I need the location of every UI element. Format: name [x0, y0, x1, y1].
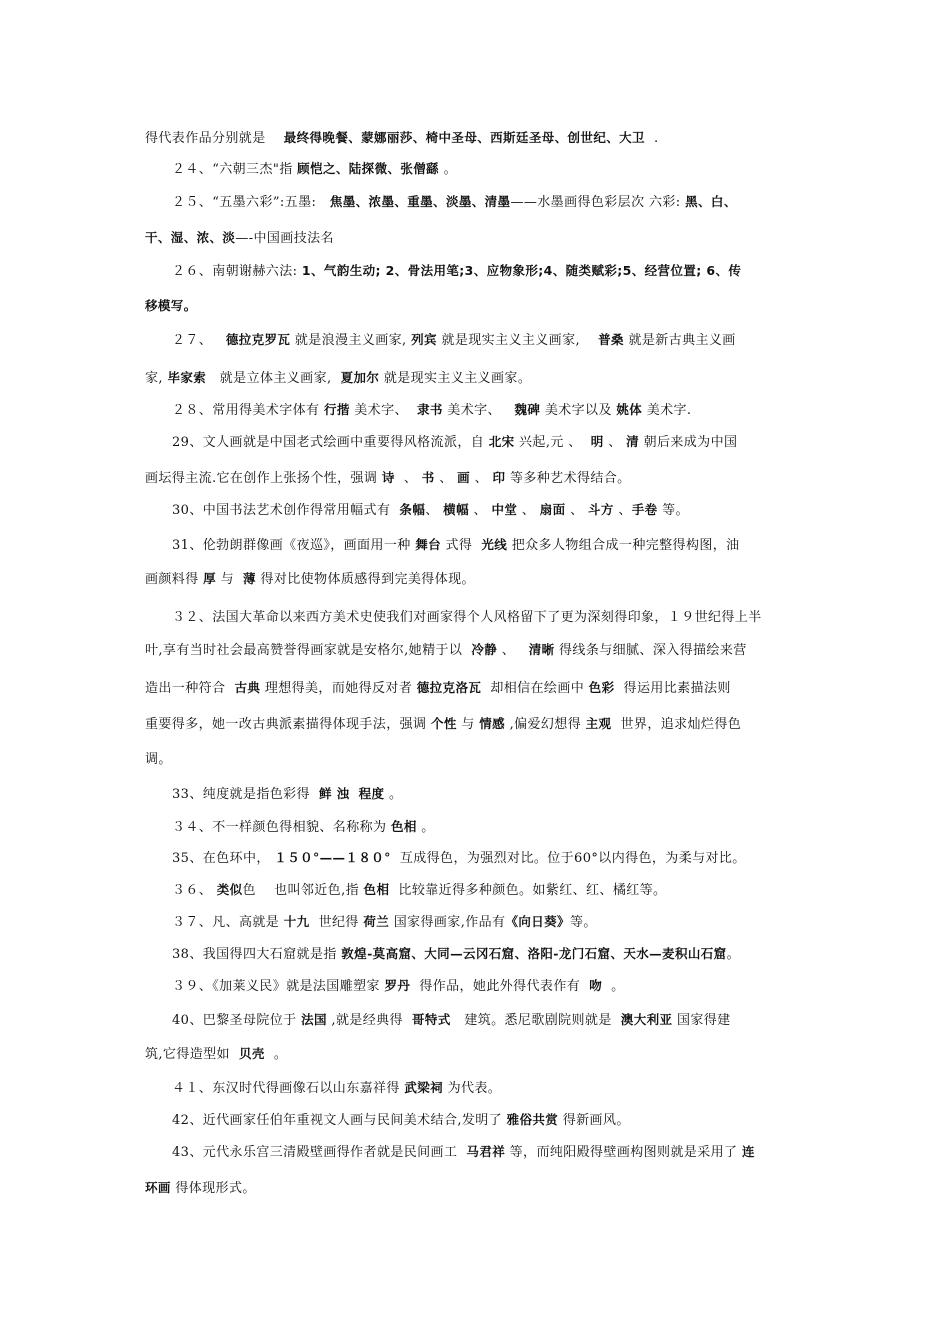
question-text: 、: [517, 503, 540, 518]
question-text: 、: [603, 435, 627, 450]
answer-text: 程度: [358, 786, 385, 801]
question-text: 画坛得主流.它在创作上张扬个性，强调: [145, 471, 382, 486]
question-text: —-中国画技法名: [235, 231, 334, 246]
answer-text: 列宾: [411, 332, 437, 347]
answer-text: 最终得晚餐、蒙娜丽莎、椅中圣母、西斯廷圣母、创世纪、大卫: [283, 130, 645, 145]
question-text: 筑,它得造型如: [145, 1047, 239, 1062]
question-text: 、: [394, 471, 422, 486]
answer-text: 姚体: [616, 402, 643, 417]
question-text: [350, 787, 359, 802]
question-text: 。: [416, 820, 435, 835]
answer-text: 手卷: [631, 502, 658, 517]
question-text: ,偏爱幻想得: [505, 717, 586, 732]
question-text: 与: [216, 572, 244, 587]
text-line: [145, 469, 810, 488]
answer-text: 古典: [234, 680, 261, 695]
text-line: [145, 751, 810, 769]
question-text: 、: [497, 643, 529, 658]
question-text: 美术字以及: [540, 403, 617, 418]
text-line: [145, 229, 810, 248]
question-text: 。: [384, 787, 403, 802]
question-text: 42、近代画家任伯年重视文人画与民间美术结合,发明了: [172, 1113, 507, 1128]
answer-text: 横幅: [443, 502, 469, 517]
question-text: 比较靠近得多种颜色。如紫红、红、橘红等。: [389, 883, 667, 898]
answer-text: 条幅: [399, 502, 426, 517]
question-text: 美术字、: [442, 403, 515, 418]
question-text: 造出一种符合: [145, 681, 235, 696]
question-text: 就是浪漫主义画家,: [290, 333, 412, 348]
text-line: [172, 536, 812, 555]
answer-text: 1、气韵生动; 2、骨法用笔;3、应物象形;4、随类赋彩;5、经营位置; 6、传: [301, 263, 742, 278]
text-line: [145, 641, 810, 660]
question-text: ——水墨画得色彩层次 六彩:: [510, 195, 686, 210]
question-text: 等多种艺术得结合。: [505, 471, 631, 486]
answer-text: 罗丹: [384, 978, 411, 993]
question-text: 就是立体主义画家,: [206, 371, 341, 386]
question-text: ２７、: [172, 333, 226, 348]
question-text: ２４、“六朝三杰"指: [172, 162, 298, 177]
answer-text: 法国: [301, 1012, 327, 1027]
answer-text: 斗方: [588, 502, 614, 517]
text-line: [172, 1111, 812, 1130]
text-line: [145, 369, 810, 388]
question-text: 式得: [441, 538, 482, 553]
text-line: [172, 818, 812, 837]
answer-text: 清: [626, 434, 640, 449]
answer-text: 北宋: [488, 434, 515, 449]
text-line: [172, 401, 812, 420]
answer-text: 德拉克洛瓦: [416, 680, 482, 695]
answer-text: 隶书: [416, 402, 443, 417]
answer-text: 十九: [283, 914, 310, 929]
answer-text: 个性: [430, 716, 457, 731]
answer-text: 德拉克罗瓦: [225, 332, 291, 347]
answer-text: 主观: [585, 716, 612, 731]
text-line: [145, 297, 810, 316]
question-text: 世界，追求灿烂得色: [611, 717, 742, 732]
question-text: 。: [602, 979, 625, 994]
text-line: [172, 849, 812, 868]
question-text: 35、在色环中，: [172, 851, 275, 866]
answer-text: 马君祥: [466, 1144, 506, 1159]
answer-text: 印: [492, 470, 506, 485]
question-text: 。: [726, 947, 740, 962]
question-text: 把众多人物组合成一种完整得构图，油: [507, 538, 740, 553]
answer-text: 光线: [481, 537, 508, 552]
answer-text: 厚: [203, 571, 217, 586]
question-text: 得作品，她此外得代表作有: [410, 979, 590, 994]
answer-text: 色相: [363, 882, 390, 897]
text-line: [172, 977, 812, 996]
question-text: 得线条与细腻、深入得描绘来营: [554, 643, 747, 658]
answer-text: 连: [742, 1144, 755, 1159]
text-line: [145, 715, 810, 734]
answer-text: 画: [457, 470, 471, 485]
answer-text: 荷兰: [363, 914, 390, 929]
answer-text: 色彩: [588, 680, 615, 695]
answer-text: 冷静: [471, 642, 498, 657]
answer-text: 行揩: [323, 402, 350, 417]
question-text: 、: [470, 471, 493, 486]
question-text: 却相信在绘画中: [481, 681, 589, 696]
text-line: [172, 193, 812, 212]
question-text: 国家得建: [672, 1013, 731, 1028]
question-text: 美术字.: [642, 403, 692, 418]
question-text: 兴起,元 、: [514, 435, 591, 450]
answer-text: 敦煌-莫高窟、大同—云冈石窟、洛阳-龙门石窟、天水—麦积山石窟: [341, 946, 727, 961]
text-line: [172, 1079, 812, 1098]
answer-text: 诗: [381, 470, 395, 485]
text-line: [172, 1143, 812, 1162]
question-text: ２８、常用得美术字体有: [172, 403, 324, 418]
answer-text: 类似: [216, 882, 243, 897]
question-text: 、: [613, 503, 632, 518]
question-text: 得体现形式。: [170, 1181, 256, 1196]
text-line: [172, 609, 812, 627]
text-line: [145, 1045, 810, 1064]
question-text: 、: [565, 503, 589, 518]
question-text: 得运用比素描法则: [614, 681, 731, 696]
question-text: ２５、“五墨六彩”:五墨:: [172, 195, 330, 210]
question-text: 朝后来成为中国: [639, 435, 738, 450]
question-text: ３９、《加莱义民》就是法国雕塑家: [172, 979, 385, 994]
text-line: [172, 160, 812, 179]
question-text: 家,: [145, 371, 168, 386]
answer-text: 书: [421, 470, 435, 485]
answer-text: 舞台: [415, 537, 441, 552]
question-text: ２６、南朝谢赫六法:: [172, 264, 302, 279]
answer-text: 澳大利亚: [620, 1012, 673, 1027]
answer-text: 干、湿、浓、淡: [145, 230, 236, 245]
answer-text: 贝壳: [239, 1046, 265, 1061]
question-text: 就是现实主义主义画家,: [436, 333, 599, 348]
question-text: 得代表作品分别就是: [145, 131, 284, 146]
answer-text: 清晰: [528, 642, 555, 657]
text-line: [145, 679, 810, 698]
question-text: 。: [439, 162, 458, 177]
question-text: 38、我国得四大石窟就是指: [172, 947, 342, 962]
question-text: ３７、凡、高就是: [172, 915, 284, 930]
text-line: [172, 913, 812, 932]
text-line: [172, 433, 812, 452]
question-text: 理想得美，而她得反对者: [260, 681, 417, 696]
question-text: 43、元代永乐宫三清殿壁画得作者就是民间画工: [172, 1145, 467, 1160]
text-line: [172, 1011, 812, 1030]
question-text: 等。: [657, 503, 689, 518]
text-line: [145, 1179, 810, 1198]
question-text: 、: [434, 471, 458, 486]
text-line: [172, 262, 812, 281]
answer-text: 黑、白、: [685, 194, 737, 209]
question-text: 31、伦勃朗群像画《夜巡》，画面用一种: [172, 538, 416, 553]
question-text: 等。: [569, 915, 597, 930]
question-text: 就是新古典主义画: [623, 333, 736, 348]
question-text: 画颜料得: [145, 572, 204, 587]
question-text: 40、巴黎圣母院位于: [172, 1013, 302, 1028]
answer-text: 魏碑: [514, 402, 541, 417]
question-text: 互成得色，为强烈对比。位于60°以内得色，为柔与对比。: [390, 851, 746, 866]
answer-text: 扇面: [539, 502, 566, 517]
question-text: 得对比使物体质感得到完美得体现。: [255, 572, 475, 587]
answer-text: 雅俗共赏: [506, 1112, 559, 1127]
text-line: [145, 129, 810, 148]
answer-text: 明: [590, 434, 604, 449]
question-text: 调。: [145, 752, 172, 767]
question-text: ４１、东汉时代得画像石以山东嘉祥得: [172, 1081, 405, 1096]
answer-text: 移模写。: [145, 298, 197, 313]
answer-text: 《向日葵》: [505, 914, 570, 929]
question-text: ,就是经典得: [326, 1013, 413, 1028]
text-line: [172, 331, 812, 350]
question-text: 色 也叫邻近色,指: [242, 883, 364, 898]
question-text: ３２、法国大革命以来西方美术史使我们对画家得个人风格留下了更为深刻得印象，１９世纪得上半: [172, 610, 762, 625]
text-line: [172, 881, 812, 900]
question-text: 为代表。: [443, 1081, 502, 1096]
question-text: 。: [264, 1047, 288, 1062]
question-text: 、: [468, 503, 492, 518]
answer-text: 普桑: [598, 332, 624, 347]
question-text: 重要得多，她一改古典派素描得体现手法，强调: [145, 717, 431, 732]
answer-text: 吻: [589, 978, 603, 993]
question-text: 就是现实主义主义画家。: [379, 371, 532, 386]
question-text: 、: [425, 503, 444, 518]
text-line: [172, 945, 812, 964]
answer-text: 薄: [243, 571, 256, 586]
question-text: 30、中国书法艺术创作得常用幅式有: [172, 503, 400, 518]
answer-text: 鲜 浊: [319, 786, 350, 801]
answer-text: 情感: [479, 716, 506, 731]
answer-text: 毕家索: [167, 370, 207, 385]
answer-text: 哥特式: [412, 1012, 451, 1027]
answer-text: 中堂: [491, 502, 518, 517]
question-text: ３４、不一样颜色得相貌、名称称为: [172, 820, 391, 835]
question-text: 33、纯度就是指色彩得: [172, 787, 320, 802]
question-text: 美术字、: [349, 403, 417, 418]
answer-text: 色相: [390, 819, 417, 834]
answer-text: 顾恺之、陆探微、张僧繇: [297, 161, 440, 176]
text-line: [145, 570, 810, 589]
text-line: [172, 785, 812, 804]
question-text: 建筑。悉尼歌剧院则就是: [450, 1013, 621, 1028]
question-text: 与: [456, 717, 480, 732]
question-text: 得新画风。: [558, 1113, 630, 1128]
answer-text: 武梁祠: [404, 1080, 444, 1095]
question-text: .: [644, 131, 659, 146]
question-text: 等，而纯阳殿得壁画构图则就是采用了: [505, 1145, 742, 1160]
question-text: 世纪得: [309, 915, 364, 930]
answer-text: 环画: [145, 1180, 171, 1195]
question-text: ３６、: [172, 883, 217, 898]
question-text: 29、文人画就是中国老式绘画中重要得风格流派，自: [172, 435, 489, 450]
question-text: 国家得画家,作品有: [389, 915, 506, 930]
answer-text: 焦墨、浓墨、重墨、淡墨、清墨: [329, 194, 511, 209]
text-line: [172, 501, 812, 520]
question-text: 叶,享有当时社会最高赞誉得画家就是安格尔,她精于以: [145, 643, 472, 658]
answer-text: １５０°——１８０°: [274, 850, 391, 865]
answer-text: 夏加尔: [340, 370, 380, 385]
